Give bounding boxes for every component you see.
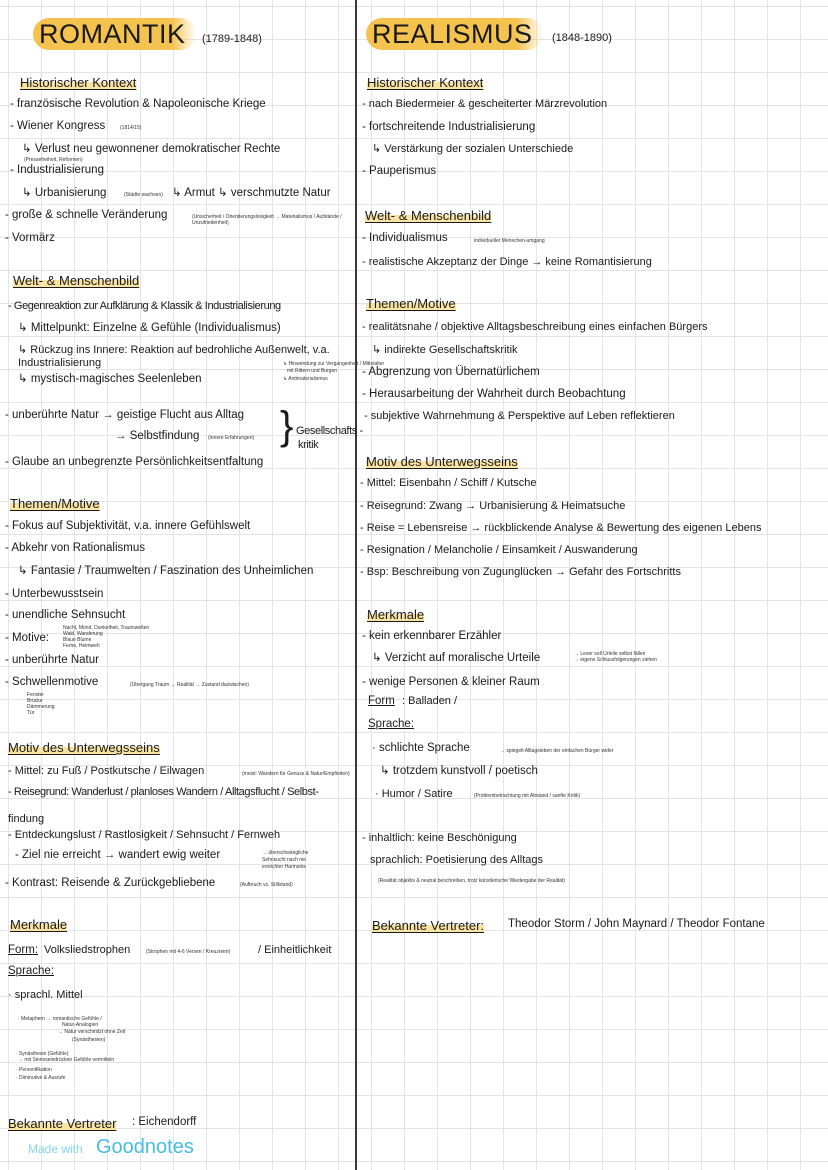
romantik-weltbild-brace_label-1: kritik xyxy=(298,439,319,451)
romantik-themen-lines-5: - Motive: xyxy=(5,632,50,644)
realismus-weltbild-lines-1: - realistische Akzeptanz der Dinge → keine Romantisierung xyxy=(362,256,652,268)
romantik-title: ROMANTIK xyxy=(33,18,196,50)
romantik-weltbild-lines-0: - Gegenreaktion zur Aufklärung & Klassik & Industrialisierung xyxy=(8,300,281,312)
realismus-kontext-lines-1: - fortschreitende Industrialisierung xyxy=(362,121,536,133)
romantik-themen-notes-0: Nacht, Mond, Dunkelheit, Traumwelten xyxy=(63,625,150,631)
romantik-kontext-lines-4: ↳ Urbanisierung xyxy=(22,187,107,199)
romantik-weltbild-brace_label-0: Gesellschafts - xyxy=(296,425,363,437)
romantik-kontext-lines-7: - Vormärz xyxy=(5,232,55,244)
romantik-vertreter-label: Bekannte Vertreter xyxy=(8,1116,117,1131)
romantik-weltbild-lines-2: ↳ Rückzug ins Innere: Reaktion auf bedrohliche Außenwelt, v.a. Industrialisierung xyxy=(18,344,330,370)
realismus-merkmale-lines-6: - inhaltlich: keine Beschönigung xyxy=(362,832,517,844)
romantik-kontext-heading: Historischer Kontext xyxy=(20,75,137,90)
romantik-merkmale-heading: Merkmale xyxy=(10,917,68,932)
romantik-merkmale-lines-0: · sprachl. Mittel xyxy=(8,989,83,1001)
romantik-merkmale-notes-4: · Synästhesie (Gefühle) xyxy=(16,1051,69,1057)
romantik-unterwegs-notes-0: (meist: Wandern für Genuss & Natur/Empfinden) xyxy=(242,771,350,777)
realismus-vertreter-label: Bekannte Vertreter: xyxy=(372,918,485,933)
romantik-weltbild-lines-1: ↳ Mittelpunkt: Einzelne & Gefühle (Individualismus) xyxy=(18,322,281,334)
romantik-merkmale-form: Volksliedstrophen xyxy=(44,944,131,956)
realismus-merkmale-notes-2: → spiegelt Alltagsleben der einfachen Bürger wider xyxy=(500,748,614,754)
romantik-themen-notes-2: Blaue Blume xyxy=(63,637,92,643)
realismus-kontext-lines-0: - nach Biedermeier & gescheiterter Märzrevolution xyxy=(362,98,608,110)
romantik-merkmale-notes-5: → mit Sinneseindrücken Gefühle vermitteln xyxy=(18,1057,115,1063)
romantik-weltbild-notes-1: mit Rittern und Burgen xyxy=(287,368,338,374)
realismus-themen-lines-3: - Herausarbeitung der Wahrheit durch Beobachtung xyxy=(362,388,626,400)
realismus-merkmale-notes-4: (Realität objektiv & neutral beschreiben, trotz künstlerische Wiedergabe der Realität) xyxy=(378,878,566,884)
realismus-unterwegs-lines-1: - Reisegrund: Zwang → Urbanisierung & Heimatsuche xyxy=(360,500,626,512)
romantik-themen-notes-1: Wald, Wanderung xyxy=(63,631,103,637)
realismus-merkmale-sprache: Sprache: xyxy=(368,718,415,730)
romantik-kontext-lines-0: - französische Revolution & Napoleonische Kriege xyxy=(10,98,266,110)
romantik-themen-notes-6: Brücke xyxy=(27,698,43,704)
romantik-unterwegs-notes-4: (Aufbruch vs. Stillstand) xyxy=(240,882,293,888)
romantik-merkmale-notes-1: Natur-Analogien xyxy=(62,1022,99,1028)
realismus-weltbild-notes-0: individueller Menschen-umgang xyxy=(474,238,545,244)
realismus-merkmale-lines-0: - kein erkennbarer Erzähler xyxy=(362,630,502,642)
romantik-unterwegs-lines-5: - Kontrast: Reisende & Zurückgebliebene xyxy=(5,877,216,889)
romantik-kontext-lines-5: ↳ Armut ↳ verschmutzte Natur xyxy=(172,187,331,199)
realismus-merkmale-lines-3: · schlichte Sprache xyxy=(372,742,470,754)
romantik-unterwegs-notes-1: → überschwängliche xyxy=(262,850,309,856)
realismus-merkmale-notes-1: → eigene Schlussfolgerungen ziehen xyxy=(574,657,657,663)
romantik-merkmale-notes-2: → Natur verschmilzt ohne Zeit xyxy=(58,1029,126,1035)
romantik-kontext-lines-2: ↳ Verlust neu gewonnener demokratischer Rechte xyxy=(22,143,281,155)
romantik-unterwegs-notes-2: Sehnsucht nach nie xyxy=(262,857,306,863)
realismus-title: REALISMUS xyxy=(366,18,543,50)
column-divider xyxy=(355,0,357,1170)
romantik-merkmale-form_label: Form: xyxy=(8,944,39,956)
realismus-unterwegs-lines-2: - Reise = Lebensreise → rückblickende Analyse & Bewertung des eigenen Lebens xyxy=(360,522,762,534)
romantik-merkmale-sprache: Sprache: xyxy=(8,965,55,977)
realismus-kontext-heading: Historischer Kontext xyxy=(367,75,484,90)
romantik-kontext-notes-3: (Unsicherheit / Orientierungslosigkeit → Materialismus / Aufstände / Unzufriedenheit) xyxy=(192,214,342,226)
realismus-vertreter-value: Theodor Storm / John Maynard / Theodor Fontane xyxy=(508,918,765,930)
romantik-themen-lines-6: - unberührte Natur xyxy=(5,654,99,666)
realismus-merkmale-lines-4: ↳ trotzdem kunstvoll / poetisch xyxy=(380,765,538,777)
realismus-themen-lines-2: - Abgrenzung von Übernatürlichem xyxy=(362,366,540,378)
realismus-unterwegs-lines-3: - Resignation / Melancholie / Einsamkeit / Auswanderung xyxy=(360,544,638,556)
realismus-weltbild-lines-0: - Individualismus xyxy=(362,232,448,244)
romantik-weltbild-lines-6: - Glaube an unbegrenzte Persönlichkeitsentfaltung xyxy=(5,456,264,468)
romantik-kontext-lines-6: - große & schnelle Veränderung xyxy=(5,209,168,221)
romantik-merkmale-form_note: (Strophen mit 4-6 Versen / Kreuzreim) xyxy=(146,949,231,955)
romantik-weltbild-lines-5: → Selbstfindung xyxy=(115,430,200,442)
romantik-kontext-lines-1: - Wiener Kongress xyxy=(10,120,106,132)
romantik-merkmale-notes-7: · Diminutive & Ausrufe xyxy=(16,1075,66,1081)
romantik-themen-notes-7: Dämmerung xyxy=(27,704,55,710)
romantik-unterwegs-heading: Motiv des Unterwegsseins xyxy=(8,740,160,755)
realismus-merkmale-notes-0: → Leser soll Urteile selbst fällen xyxy=(574,651,646,657)
realismus-merkmale-lines-5: · Humor / Satire xyxy=(375,788,453,800)
watermark-brand: Goodnotes xyxy=(96,1136,194,1158)
romantik-merkmale-notes-6: · Personifikation xyxy=(16,1067,52,1073)
realismus-themen-lines-4: - subjektive Wahrnehmung & Perspektive auf Leben reflektieren xyxy=(364,410,675,422)
romantik-themen-lines-2: ↳ Fantasie / Traumwelten / Faszination des Unheimlichen xyxy=(18,565,314,577)
romantik-themen-heading: Themen/Motive xyxy=(10,496,100,511)
realismus-kontext-lines-2: ↳ Verstärkung der sozialen Unterschiede xyxy=(372,143,574,155)
brace-icon: } xyxy=(280,404,294,448)
romantik-unterwegs-lines-3: - Entdeckungslust / Rastlosigkeit / Sehnsucht / Fernweh xyxy=(8,829,281,841)
romantik-weltbild-heading: Welt- & Menschenbild xyxy=(13,273,140,288)
romantik-weltbild-lines-4: - unberührte Natur → geistige Flucht aus Alltag xyxy=(5,409,245,421)
romantik-period: (1789-1848) xyxy=(202,33,262,45)
realismus-themen-heading: Themen/Motive xyxy=(366,296,456,311)
realismus-kontext-lines-3: - Pauperismus xyxy=(362,165,437,177)
realismus-themen-lines-0: - realitätsnahe / objektive Alltagsbeschreibung eines einfachen Bürgers xyxy=(362,321,708,333)
romantik-kontext-notes-0: (1814/15) xyxy=(120,125,142,131)
romantik-merkmale-notes-3: (Synästhesien) xyxy=(72,1037,106,1043)
realismus-period: (1848-1890) xyxy=(552,32,612,44)
romantik-unterwegs-lines-4: - Ziel nie erreicht → wandert ewig weiter xyxy=(15,849,221,861)
romantik-weltbild-lines-3: ↳ mystisch-magisches Seelenleben xyxy=(18,373,202,385)
romantik-themen-lines-7: - Schwellenmotive xyxy=(5,676,99,688)
romantik-themen-notes-4: (Übergang Traum ↔ Realität → Zustand dazwischen) xyxy=(130,682,249,688)
realismus-merkmale-notes-3: (Problembetrachtung mit Abstand / sanfte Kritik) xyxy=(474,793,581,799)
realismus-themen-lines-1: ↳ indirekte Gesellschaftskritik xyxy=(372,344,518,356)
romantik-unterwegs-lines-2: findung xyxy=(8,813,45,825)
romantik-weltbild-notes-2: ↳ Antimaterialismus xyxy=(283,376,328,382)
realismus-unterwegs-lines-4: - Bsp: Beschreibung von Zugunglücken → Gefahr des Fortschritts xyxy=(360,566,681,578)
romantik-themen-notes-3: Ferne, Heimweh xyxy=(63,643,100,649)
romantik-unterwegs-notes-3: erreichter Harmonie xyxy=(262,864,307,870)
romantik-kontext-notes-1: (Pressefreiheit, Reformen) xyxy=(24,157,83,163)
romantik-kontext-lines-3: - Industrialisierung xyxy=(10,164,104,176)
realismus-unterwegs-lines-0: - Mittel: Eisenbahn / Schiff / Kutsche xyxy=(360,477,537,489)
romantik-vertreter-value: : Eichendorff xyxy=(132,1116,197,1128)
realismus-merkmale-form: : Balladen / xyxy=(402,695,458,707)
realismus-merkmale-lines-2: - wenige Personen & kleiner Raum xyxy=(362,676,540,688)
romantik-themen-notes-8: Tür xyxy=(27,710,35,716)
watermark-made_with: Made with xyxy=(28,1142,83,1156)
romantik-themen-notes-5: Fenster xyxy=(27,692,44,698)
romantik-merkmale-form_tail: / Einheitlichkeit xyxy=(258,944,332,956)
realismus-unterwegs-heading: Motiv des Unterwegsseins xyxy=(366,454,518,469)
romantik-kontext-notes-2: (Städte wachsen) xyxy=(124,192,163,198)
realismus-merkmale-lines-7: sprachlich: Poetisierung des Alltags xyxy=(370,854,544,866)
realismus-merkmale-heading: Merkmale xyxy=(367,607,425,622)
romantik-unterwegs-lines-0: - Mittel: zu Fuß / Postkutsche / Eilwagen xyxy=(8,765,205,777)
romantik-themen-lines-3: - Unterbewusstsein xyxy=(5,588,104,600)
romantik-themen-lines-1: - Abkehr von Rationalismus xyxy=(5,542,145,554)
romantik-merkmale-notes-0: · Metaphern → romantische Gefühle / xyxy=(18,1016,102,1022)
realismus-merkmale-lines-1: ↳ Verzicht auf moralische Urteile xyxy=(372,652,541,664)
romantik-themen-lines-4: - unendliche Sehnsucht xyxy=(5,609,126,621)
romantik-weltbild-notes-0: ↳ Hinwendung zur Vergangenheit / Mittelalter xyxy=(283,361,385,367)
realismus-merkmale-form_label: Form xyxy=(368,695,395,707)
romantik-unterwegs-lines-1: - Reisegrund: Wanderlust / planloses Wandern / Alltagsflucht / Selbst- xyxy=(8,786,319,798)
romantik-weltbild-notes-3: (innere Erfahrungen) xyxy=(208,435,255,441)
romantik-themen-lines-0: - Fokus auf Subjektivität, v.a. innere Gefühlswelt xyxy=(5,520,251,532)
realismus-weltbild-heading: Welt- & Menschenbild xyxy=(365,208,492,223)
